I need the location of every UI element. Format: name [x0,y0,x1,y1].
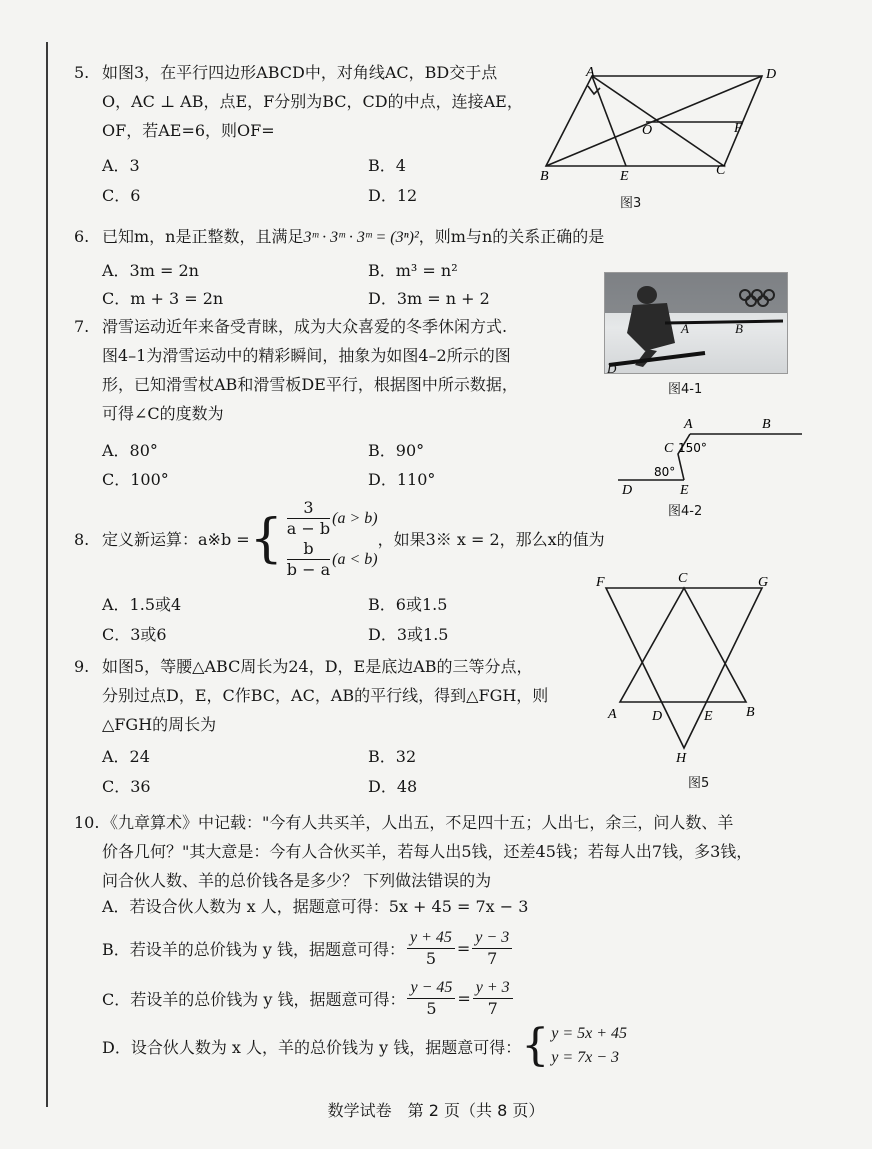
q6-line1b: ，则m与n的关系正确的是 [418,227,605,246]
q10-b-eq: = [456,939,471,958]
q8-option-a: A．1.5或4 [102,595,182,614]
q10-d-brace: { [521,1020,550,1071]
q10-line2: 价各几何？"其大意是：今有人合伙买羊，若每人出5钱，还差45钱；若每人出7钱，多3钱， [102,842,753,861]
photo-label: A [681,321,689,336]
figure-5-caption: 图5 [688,776,710,791]
q10-b-num1: y + 45 [407,928,455,949]
photo-label: B [735,321,743,336]
q9-option-d: D．48 [368,777,418,796]
figure-4-2-caption: 图4-2 [668,504,703,519]
q7-option-c: C．100° [102,470,169,489]
q7-line4: 可得∠C的度数为 [102,404,224,423]
fig3-label: B [540,169,549,184]
q8-option-d: D．3或1.5 [368,625,449,644]
fig3-label: A [586,65,595,80]
q8-case2-den: b − a [286,560,331,579]
fig5-label: G [758,575,769,590]
q6-option-a: A．3m = 2n [102,261,199,280]
question-9 [74,652,548,739]
q10-c-eq: = [457,989,471,1008]
q7-line2: 图4–1为滑雪运动中的精彩瞬间，抽象为如图4–2所示的图 [102,346,511,365]
q8-case1-num: 3 [287,498,330,519]
fig5-label: H [676,751,687,766]
q10-option-d-text: D．设合伙人数为 x 人，羊的总价钱为 y 钱，据题意可得： [102,1037,522,1057]
q7-option-d: D．110° [368,470,436,489]
q8-tail: ，如果3※ x = 2，那么x的值为 [377,529,605,549]
q6-line1a: 已知m，n是正整数，且满足 [102,227,304,246]
question-number: 10. [74,813,100,832]
figure-3-caption: 图3 [620,196,642,211]
q5-line2: O，AC ⊥ AB，点E，F分别为BC，CD的中点，连接AE， [102,92,523,111]
q10-option-c-text: C．若设羊的总价钱为 y 钱，据题意可得： [102,990,406,1009]
q10-b-den1: 5 [425,949,437,968]
fig4-label: A [684,417,693,432]
q10-d-eq2: y = 7x − 3 [551,1049,620,1066]
q8-option-c: C．3或6 [102,625,167,644]
segment-ae [592,76,626,166]
q10-d-system [551,1022,627,1070]
triangle-fgh [606,588,762,748]
fig5-label: D [652,709,663,724]
q7-line3: 形，已知滑雪杖AB和滑雪板DE平行，根据图中所示数据， [102,375,518,394]
q6-option-d: D．3m = n + 2 [368,289,490,308]
q5-option-b: B．4 [368,156,406,175]
question-5 [74,58,523,145]
q10-option-a: A．若设合伙人数为 x 人，据题意可得：5x + 45 = 7x − 3 [102,897,529,916]
question-number: 9. [74,657,90,676]
q10-option-b [102,928,514,969]
figure-5 [590,566,780,766]
fig4-label: B [762,417,771,432]
q9-line3: △FGH的周长为 [102,715,217,734]
q8-case2-cond: (a < b) [332,551,378,568]
question-number: 6. [74,227,90,246]
ski-photo [604,272,788,374]
q7-option-b: B．90° [368,441,425,460]
question-number: 8. [74,529,90,549]
q10-c-num1: y − 45 [407,978,455,999]
fig5-label: C [678,571,688,586]
q10-option-c [102,978,515,1019]
page-footer: 数学试卷 第 2 页（共 8 页） [327,1101,545,1120]
question-number: 5. [74,63,90,82]
fig5-label: F [596,575,605,590]
q8-case1-cond: (a > b) [332,510,378,527]
q5-line1: 如图3，在平行四边形ABCD中，对角线AC，BD交于点 [102,63,498,82]
fig3-label: D [766,67,777,82]
q8-option-b: B．6或1.5 [368,595,448,614]
question-7 [74,312,518,428]
q6-expression: 3ᵐ · 3ᵐ · 3ᵐ = (3ⁿ)² [303,229,419,246]
q10-option-d [102,1022,627,1070]
fig5-label: E [704,709,713,724]
question-8 [74,498,605,580]
figure-4-2 [612,414,812,500]
angle-150-label: 150° [678,441,707,455]
q8-cases [285,498,378,580]
photo-caption: 图4-1 [668,382,703,397]
q5-option-c: C．6 [102,186,141,205]
fig3-label: E [620,169,629,184]
q8-case2-num: b [287,539,330,560]
q10-c-den2: 7 [487,999,498,1018]
q9-line1: 如图5，等腰△ABC周长为24，D，E是底边AB的三等分点， [102,657,533,676]
q10-b-den2: 7 [487,949,498,968]
q6-option-b: B．m³ = n² [368,261,458,280]
fig3-label: F [734,121,743,136]
q7-option-a: A．80° [102,441,158,460]
q5-line3: OF，若AE=6，则OF= [102,121,275,140]
q9-line2: 分别过点D，E，C作BC，AC，AB的平行线，得到△FGH，则 [102,686,549,705]
fig5-label: A [608,707,617,722]
q5-option-d: D．12 [368,186,418,205]
q9-option-b: B．32 [368,747,417,766]
fig5-label: B [746,705,755,720]
angle-80-label: 80° [654,465,676,479]
fig4-label: D [622,483,633,498]
question-number: 7. [74,317,90,336]
question-10 [74,808,752,895]
q8-case1-den: a − b [286,519,331,538]
diagonal-ac [592,76,724,166]
q6-option-c: C．m + 3 = 2n [102,289,224,308]
fig3-label: C [716,163,726,178]
q8-brace: { [249,509,283,569]
margin-line [46,42,48,1107]
q10-option-b-text: B．若设羊的总价钱为 y 钱，据题意可得： [102,940,405,959]
q9-option-c: C．36 [102,777,151,796]
photo-label: D [607,361,617,373]
question-6 [74,222,604,252]
figure-3 [530,62,810,202]
fig4-label: C [664,441,674,456]
q10-line3: 问合伙人数、羊的总价钱各是多少？ 下列做法错误的为 [102,871,492,890]
q10-line1: 《九章算术》中记载："今有人共买羊，人出五，不足四十五；人出七，余三，问人数、羊 [102,813,734,832]
q10-c-num2: y + 3 [473,978,513,999]
triangle-abc [620,588,746,702]
q7-line1: 滑雪运动近年来备受青睐，成为大众喜爱的冬季休闲方式. [102,317,508,336]
q8-lead: 定义新运算：a※b = [102,529,250,549]
q10-d-eq1: y = 5x + 45 [551,1025,628,1042]
q10-b-num2: y − 3 [472,928,512,949]
q10-c-den1: 5 [426,999,437,1018]
q5-option-a: A．3 [102,156,140,175]
fig3-label: O [642,123,653,138]
fig4-label: E [680,483,689,498]
q9-option-a: A．24 [102,747,150,766]
